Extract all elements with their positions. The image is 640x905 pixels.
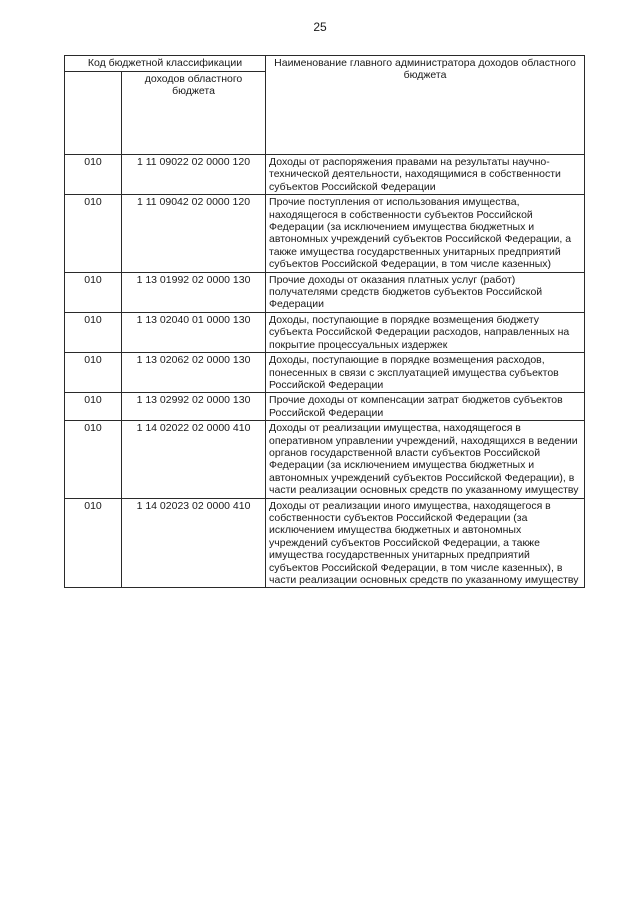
table-row [65, 353, 585, 393]
budget-code-cell: 1 11 09022 02 0000 120 [122, 155, 266, 195]
table-row [65, 155, 585, 195]
admin-code-cell: 010 [65, 421, 122, 498]
revenue-name-cell: Доходы от реализации иного имущества, находящегося в собственности субъектов Российской Федерации (за исключением имущества бюджетных и автономных учреждений субъектов Российской Федерации, а также имущества государственных унитарных предприятий субъектов Российской Федерации, в том числе казенных), в части реализации основных средств по указанному имуществу [266, 498, 585, 588]
revenue-name-cell: Прочие поступления от использования имущества, находящегося в собственности субъектов Российской Федерации (за исключением имущества бюджетных и автономных учреждений субъектов Российской Федерации, а также имущества государственных унитарных предприятий субъектов Российской Федерации, в том числе казенных) [266, 195, 585, 272]
budget-code-cell: 1 13 02062 02 0000 130 [122, 353, 266, 393]
revenue-name-cell: Прочие доходы от оказания платных услуг (работ) получателями средств бюджетов субъектов Российской Федерации [266, 272, 585, 312]
budget-code-cell: 1 14 02022 02 0000 410 [122, 421, 266, 498]
table-header-row [65, 56, 585, 72]
table-row [65, 498, 585, 588]
header-administrator-name: Наименование главного администратора доходов областного бюджета [266, 56, 585, 155]
revenue-name-cell: Доходы от распоряжения правами на результаты научно-технической деятельности, находящимися в собственности субъектов Российской Федерации [266, 155, 585, 195]
revenue-name-cell: Доходы, поступающие в порядке возмещения расходов, понесенных в связи с эксплуатацией имущества субъектов Российской Федерации [266, 353, 585, 393]
budget-classification-table [64, 55, 585, 588]
budget-code-cell: 1 13 02992 02 0000 130 [122, 393, 266, 421]
header-budget-classification-code: Код бюджетной классификации [65, 56, 266, 72]
admin-code-cell: 010 [65, 353, 122, 393]
table-row [65, 421, 585, 498]
budget-code-cell: 1 13 02040 01 0000 130 [122, 312, 266, 352]
table-row [65, 312, 585, 352]
revenue-name-cell: Доходы от реализации имущества, находящегося в оперативном управлении учреждений, находящихся в ведении органов государственной власти субъектов Российской Федерации (за исключением имущества бюджетных и автономных учреждений субъектов Российской Федерации), в части реализации основных средств по указанному имуществу [266, 421, 585, 498]
header-admin-code-cell [65, 72, 122, 155]
budget-code-cell: 1 13 01992 02 0000 130 [122, 272, 266, 312]
table-row [65, 393, 585, 421]
revenue-name-cell: Доходы, поступающие в порядке возмещения бюджету субъекта Российской Федерации расходов, направленных на покрытие процессуальных издержек [266, 312, 585, 352]
revenue-name-cell: Прочие доходы от компенсации затрат бюджетов субъектов Российской Федерации [266, 393, 585, 421]
budget-code-cell: 1 14 02023 02 0000 410 [122, 498, 266, 588]
admin-code-cell: 010 [65, 498, 122, 588]
admin-code-cell: 010 [65, 155, 122, 195]
admin-code-cell: 010 [65, 393, 122, 421]
table-row [65, 272, 585, 312]
admin-code-cell: 010 [65, 272, 122, 312]
budget-code-cell: 1 11 09042 02 0000 120 [122, 195, 266, 272]
admin-code-cell: 010 [65, 312, 122, 352]
admin-code-cell: 010 [65, 195, 122, 272]
header-regional-budget-revenue: доходов областного бюджета [122, 72, 266, 155]
page-number: 25 [313, 20, 327, 34]
table-row [65, 195, 585, 272]
